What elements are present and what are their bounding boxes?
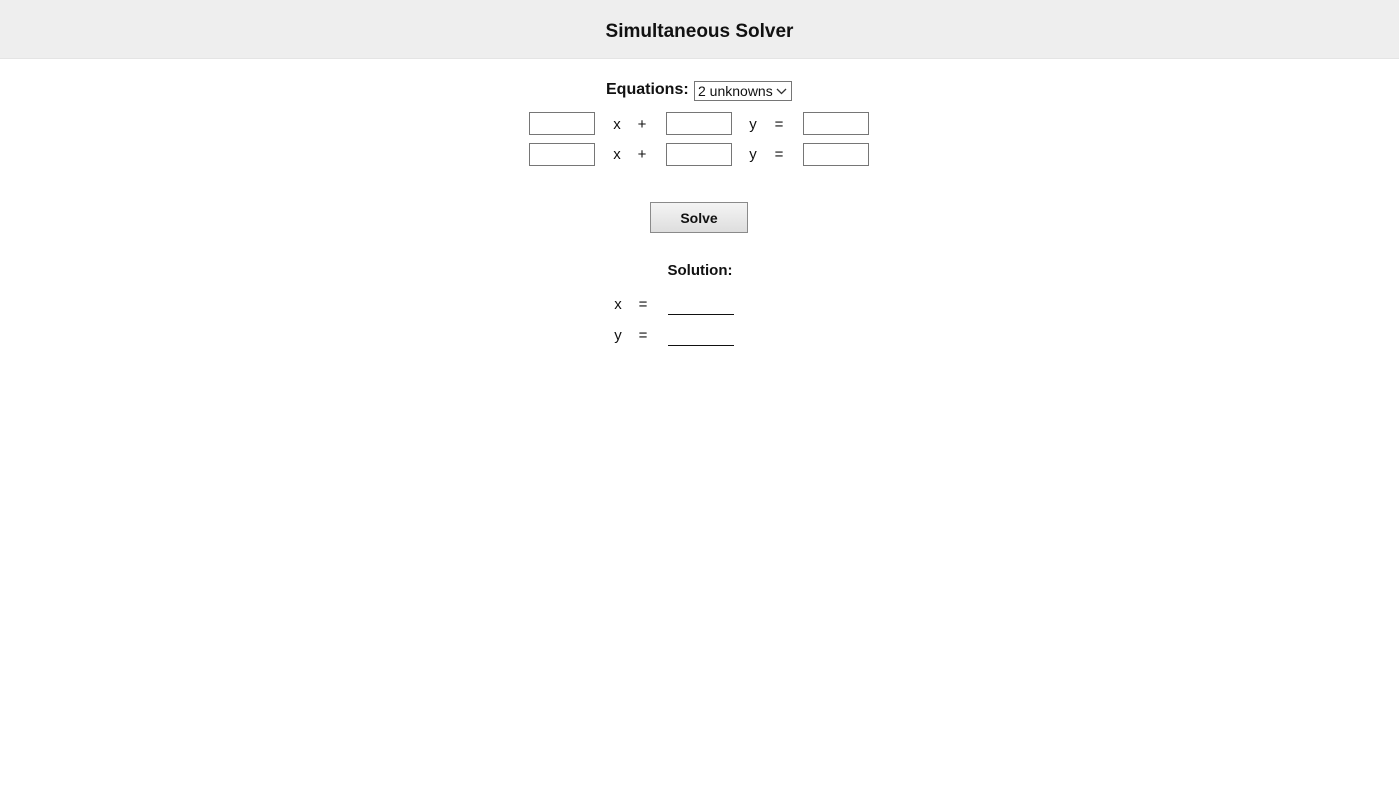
equation-2-x-label: x [613, 146, 621, 163]
unknowns-select[interactable] [694, 81, 792, 101]
equation-1-x-coefficient-input[interactable] [529, 112, 595, 135]
solution-y-label: y [614, 327, 622, 344]
solution-x-value [668, 298, 734, 315]
equation-1-constant-input[interactable] [803, 112, 869, 135]
solution-y-value [668, 329, 734, 346]
chevron-down-icon [776, 86, 787, 96]
equations-label: Equations: [606, 81, 689, 98]
solution-y-equals-sign: = [638, 327, 648, 344]
equation-2-x-coefficient-input[interactable] [529, 143, 595, 166]
equation-2-plus-sign: + [637, 146, 647, 163]
equation-2-y-coefficient-input[interactable] [666, 143, 732, 166]
equation-2-constant-input[interactable] [803, 143, 869, 166]
equation-1-equals-sign: = [774, 116, 784, 133]
solution-heading: Solution: [667, 262, 733, 279]
solution-x-label: x [614, 296, 622, 313]
solve-button[interactable]: Solve [650, 202, 748, 233]
equation-2-y-label: y [749, 146, 757, 163]
equation-1-x-label: x [613, 116, 621, 133]
unknowns-select-value: 2 unknowns [698, 83, 773, 99]
solution-x-equals-sign: = [638, 296, 648, 313]
equation-1-y-coefficient-input[interactable] [666, 112, 732, 135]
equation-1-plus-sign: + [637, 116, 647, 133]
equation-1-y-label: y [749, 116, 757, 133]
equation-2-equals-sign: = [774, 146, 784, 163]
app-header [0, 0, 1399, 59]
page-title: Simultaneous Solver [605, 21, 794, 42]
